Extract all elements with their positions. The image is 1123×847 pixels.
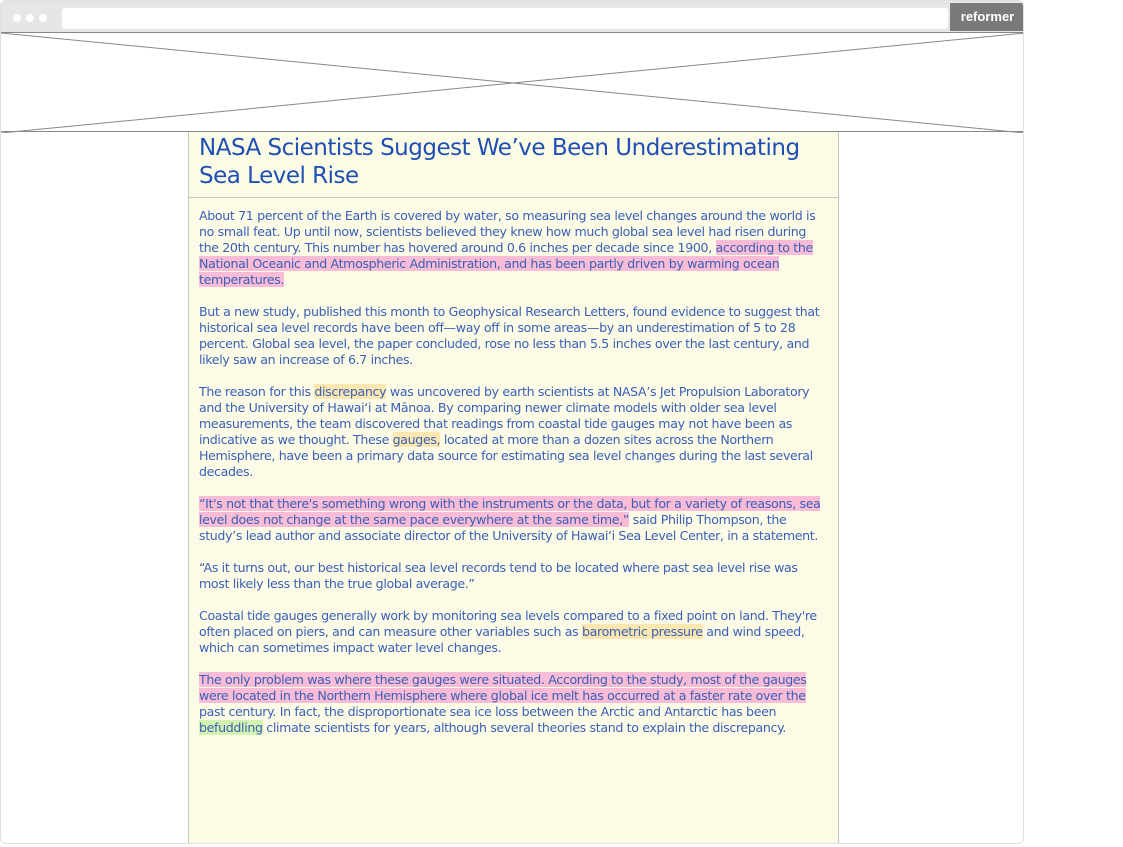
placeholder-cross-icon — [1, 33, 1024, 133]
word-highlight-befuddling[interactable]: befuddling — [199, 720, 263, 735]
p1-highlight[interactable]: according to the National Oceanic and Atmospheric Administration, and has been partly driven by warming ocean temperatures. — [199, 240, 813, 287]
article-panel — [188, 132, 839, 844]
p3-text-a: The reason for this — [199, 384, 315, 399]
p7-text-d: climate scientists for years, although several theories stand to explain the discrepancy. — [262, 720, 787, 735]
maximize-dot-icon[interactable] — [39, 14, 47, 22]
word-highlight-discrepancy[interactable]: discrepancy — [314, 384, 387, 399]
close-dot-icon[interactable] — [13, 14, 21, 22]
word-highlight-gauges[interactable]: gauges, — [392, 432, 441, 447]
article-body — [199, 208, 829, 752]
p6-text-c: and wind speed, which can sometimes impact water level changes. — [199, 624, 805, 655]
paragraph-7 — [199, 672, 829, 736]
minimize-dot-icon[interactable] — [26, 14, 34, 22]
reformer-extension-button[interactable]: reformer — [950, 3, 1024, 31]
browser-toolbar — [1, 1, 1024, 33]
title-divider — [189, 197, 838, 198]
p3-text-c: was uncovered by earth scientists at NASA’s Jet Propulsion Laboratory and the University of Hawai‘i at Mānoa. By comparing newer climate models with older sea level measurements, the team discovered that readings from coastal tide gauges may not have been as indicative as we thought. These — [199, 384, 810, 447]
p4-text: said Philip Thompson, the study’s lead author and associate director of the University of Hawai‘i Sea Level Center, in a statement. — [199, 512, 819, 543]
p1-text: About 71 percent of the Earth is covered by water, so measuring sea level changes around the world is no small feat. Up until now, scientists believed they knew how much global sea level had risen during the 20th century. This number has hovered around 0.6 inches per decade since 1900, — [199, 208, 816, 255]
window-controls — [13, 14, 47, 22]
paragraph-6 — [199, 608, 829, 656]
p4-highlight[interactable]: “It's not that there's something wrong with the instruments or the data, but for a variety of reasons, sea level does not change at the same pace everywhere at the same time,” — [199, 496, 821, 527]
paragraph-1 — [199, 208, 829, 288]
paragraph-4 — [199, 496, 829, 544]
paragraph-2: But a new study, published this month to Geophysical Research Letters, found evidence to suggest that historical sea level records have been off—way off in some areas—by an underestimation of 5 to 28 percent. Global sea level, the paper concluded, rose no less than 5.5 inches over the last century, and likely saw an increase of 6.7 inches. — [199, 304, 820, 367]
paragraph-3 — [199, 384, 829, 480]
p6-text-a: Coastal tide gauges generally work by monitoring sea levels compared to a fixed point on land. They're often placed on piers, and can measure other variables such as — [199, 608, 817, 639]
article-title: NASA Scientists Suggest We’ve Been Underestimating Sea Level Rise — [199, 135, 800, 189]
word-highlight-barometric-pressure[interactable]: barometric pressure — [582, 624, 703, 639]
image-placeholder-banner — [1, 32, 1024, 132]
p7-text-b: past century. In fact, the disproportionate sea ice loss between the Arctic and Antarctic has been — [199, 704, 777, 719]
p7-highlight[interactable]: The only problem was where these gauges were situated. According to the study, most of the gauges were located in the Northern Hemisphere where global ice melt has occurred at a faster rate over the — [199, 672, 807, 703]
paragraph-5: “As it turns out, our best historical sea level records tend to be located where past sea level rise was most likely less than the true global average.” — [199, 560, 798, 591]
address-bar[interactable] — [62, 8, 948, 29]
p3-text-e: located at more than a dozen sites across the Northern Hemisphere, have been a primary data source for estimating sea level changes during the last several decades. — [199, 432, 813, 479]
